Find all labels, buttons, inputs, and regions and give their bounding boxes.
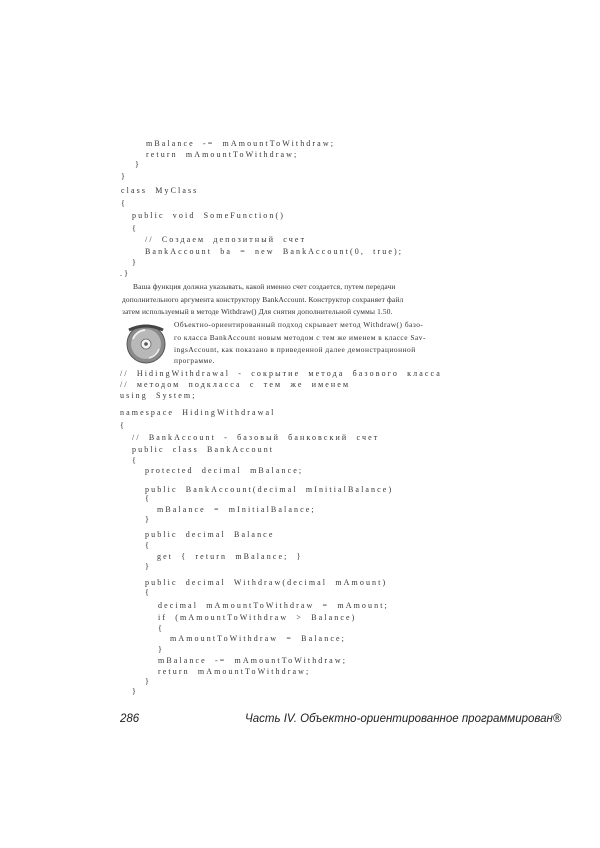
code-line: return mAmountToWithdraw; <box>146 150 299 159</box>
note-line: программе. <box>174 356 215 365</box>
cd-disc-icon <box>125 321 167 365</box>
code-line: public class BankAccount <box>132 445 275 454</box>
code-line: } <box>135 160 141 169</box>
paragraph-line: Ваша функция должна указывать, какой именно счет создается, путем передачи <box>133 282 396 291</box>
note-line: го класса BankAccount новым методом с тем же именем в классе Sav- <box>174 333 426 342</box>
code-line: { <box>145 494 151 503</box>
code-line: mBalance = mInitialBalance; <box>157 505 316 514</box>
code-line: return mAmountToWithdraw; <box>158 667 311 676</box>
note-line: Объектно-ориентированный подход скрывает метод Withdraw() базо- <box>174 320 424 329</box>
code-line: public void SomeFunction() <box>132 211 286 220</box>
code-line: // BankAccount - базовый банковский счет <box>132 433 380 442</box>
note-line: ingsAccount, как показано в приведенной далее демонстрационной <box>174 345 416 354</box>
code-line: public BankAccount(decimal mInitialBalance) <box>145 485 394 494</box>
code-line: public decimal Withdraw(decimal mAmount) <box>145 578 388 587</box>
code-line: } <box>145 562 151 571</box>
code-line: { <box>145 541 151 550</box>
code-line: { <box>145 588 151 597</box>
code-line: using System; <box>120 391 197 400</box>
code-line: } <box>132 687 138 696</box>
page-number: 286 <box>120 713 140 725</box>
code-line: } <box>145 677 151 686</box>
code-line: get { return mBalance; } <box>157 552 303 561</box>
code-line: // HidingWithdrawal - сокрытие метода базового класса <box>120 369 442 378</box>
paragraph-line: дополнительного аргумента конструктору BankAccount. Конструктор сохраняет файл <box>122 295 404 304</box>
code-line: mBalance -= mAmountToWithdraw; <box>158 656 348 665</box>
code-line: decimal mAmountToWithdraw = mAmount; <box>158 601 389 610</box>
code-line: } <box>145 515 151 524</box>
code-line: .} <box>120 269 131 278</box>
code-line: mAmountToWithdraw = Balance; <box>170 634 346 643</box>
code-line: } <box>121 172 127 181</box>
code-line: public decimal Balance <box>145 530 275 539</box>
code-line: { <box>121 199 127 208</box>
code-line: class MyClass <box>121 186 199 195</box>
running-title: Часть IV. Объектно-ориентированное программирован® <box>245 713 562 725</box>
code-line: if (mAmountToWithdraw > Balance) <box>158 613 357 622</box>
code-line: protected decimal mBalance; <box>145 466 304 475</box>
code-line: } <box>132 258 138 267</box>
code-line: { <box>132 456 138 465</box>
code-line: { <box>158 624 164 633</box>
code-line: BankAccount ba = new BankAccount(0, true); <box>145 247 404 256</box>
code-line: { <box>132 224 138 233</box>
paragraph-line: затем используемый в методе Withdraw() Для снятия дополнительной суммы 1.50. <box>122 307 393 316</box>
code-line: } <box>158 645 164 654</box>
code-line: mBalance -= mAmountToWithdraw; <box>146 139 336 148</box>
code-line: // методом подкласса с тем же именем <box>120 380 351 389</box>
code-line: // Создаем депозитный счет <box>145 235 307 244</box>
code-line: namespace HidingWithdrawal <box>120 408 276 417</box>
code-line: { <box>120 421 126 430</box>
